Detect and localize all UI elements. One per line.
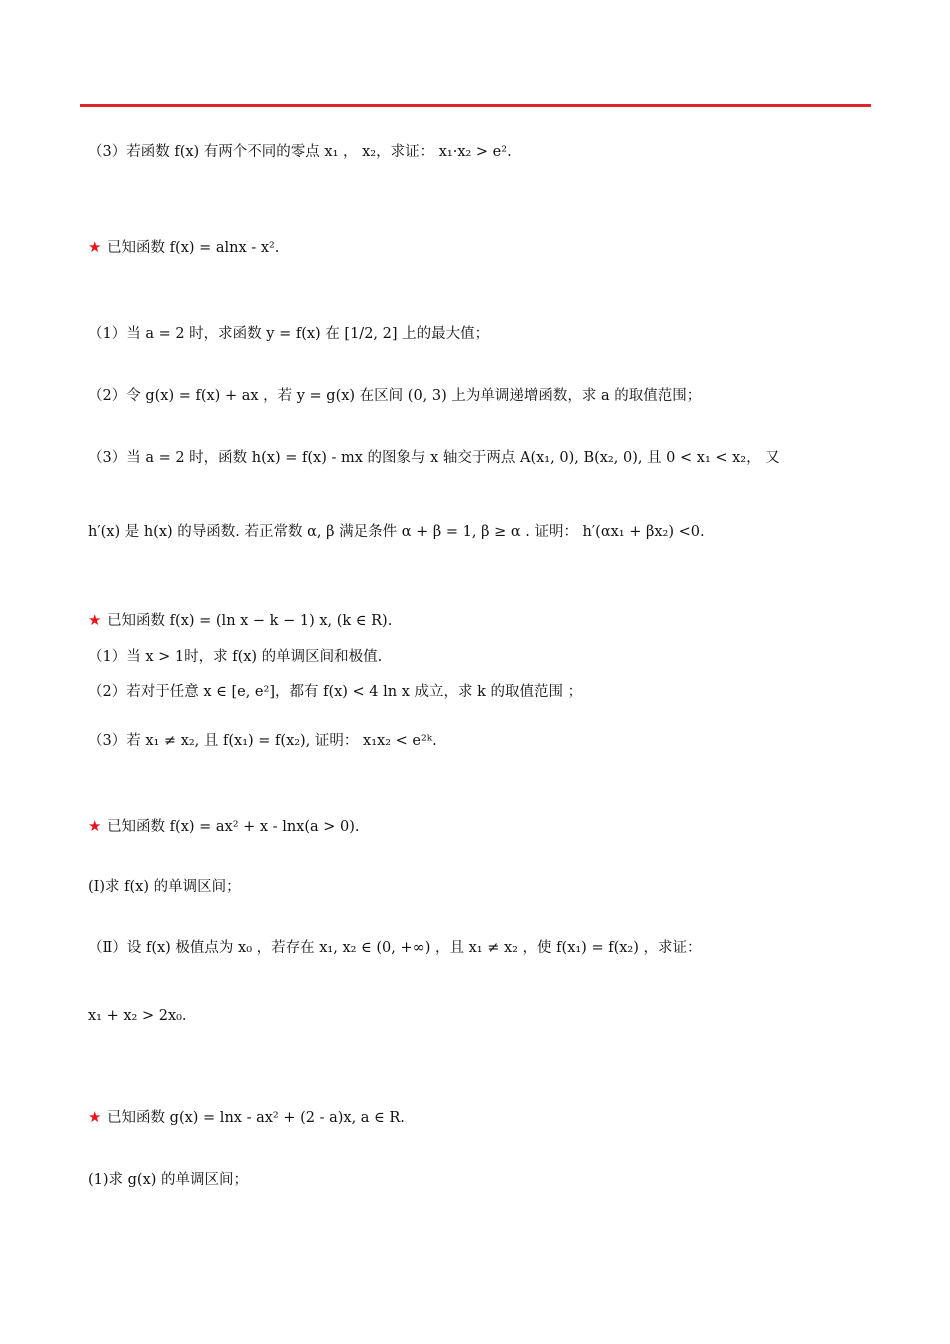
- problem5-part1: (1)求 g(x) 的单调区间；: [88, 1172, 249, 1188]
- problem5-title: ★ 已知函数 g(x) = lnx - ax² + (2 - a)x, a ∈ R.: [88, 1108, 405, 1126]
- problem4-part2: （Ⅱ）设 f(x) 极值点为 x₀ ，若存在 x₁, x₂ ∈ (0, +∞) ，且 x₁ ≠ x₂ ，使 f(x₁) = f(x₂) ，求证：: [88, 940, 702, 956]
- problem3-title: ★ 已知函数 f(x) = (ln x − k − 1) x, (k ∈ R).: [88, 611, 393, 629]
- problem1-part3: （3）若函数 f(x) 有两个不同的零点 x₁ ， x₂，求证： x₁·x₂ > e².: [88, 144, 512, 160]
- problem3-part3: （3）若 x₁ ≠ x₂, 且 f(x₁) = f(x₂), 证明： x₁x₂ < e²ᵏ.: [88, 733, 437, 749]
- problem4-part2-conclusion: x₁ + x₂ > 2x₀.: [88, 1008, 187, 1024]
- problem2-part2: （2）令 g(x) = f(x) + ax ，若 y = g(x) 在区间 (0, 3) 上为单调递增函数，求 a 的取值范围；: [88, 388, 702, 404]
- problem3-part1: （1）当 x > 1时，求 f(x) 的单调区间和极值.: [88, 649, 383, 665]
- star-icon: ★: [88, 1108, 102, 1126]
- star-icon: ★: [88, 817, 102, 835]
- problem2-part1: （1）当 a = 2 时，求函数 y = f(x) 在 [1/2, 2] 上的最大值；: [88, 326, 490, 342]
- problem2-title: ★ 已知函数 f(x) = alnx - x².: [88, 238, 280, 256]
- problem4-title: ★ 已知函数 f(x) = ax² + x - lnx(a > 0).: [88, 817, 360, 835]
- problem3-part2: （2）若对于任意 x ∈ [e, e²]，都有 f(x) < 4 ln x 成立，求 k 的取值范围 ；: [88, 684, 583, 700]
- header-rule: [80, 104, 871, 107]
- problem2-part3b: h′(x) 是 h(x) 的导函数. 若正常数 α, β 满足条件 α + β = 1, β ≥ α . 证明： h′(αx₁ + βx₂) <0.: [88, 524, 705, 540]
- star-icon: ★: [88, 238, 102, 256]
- problem4-part1: (Ⅰ)求 f(x) 的单调区间；: [88, 879, 241, 895]
- star-icon: ★: [88, 611, 102, 629]
- problem2-part3a: （3）当 a = 2 时，函数 h(x) = f(x) - mx 的图象与 x 轴交于两点 A(x₁, 0), B(x₂, 0), 且 0 < x₁ < x₂， 又: [88, 450, 780, 466]
